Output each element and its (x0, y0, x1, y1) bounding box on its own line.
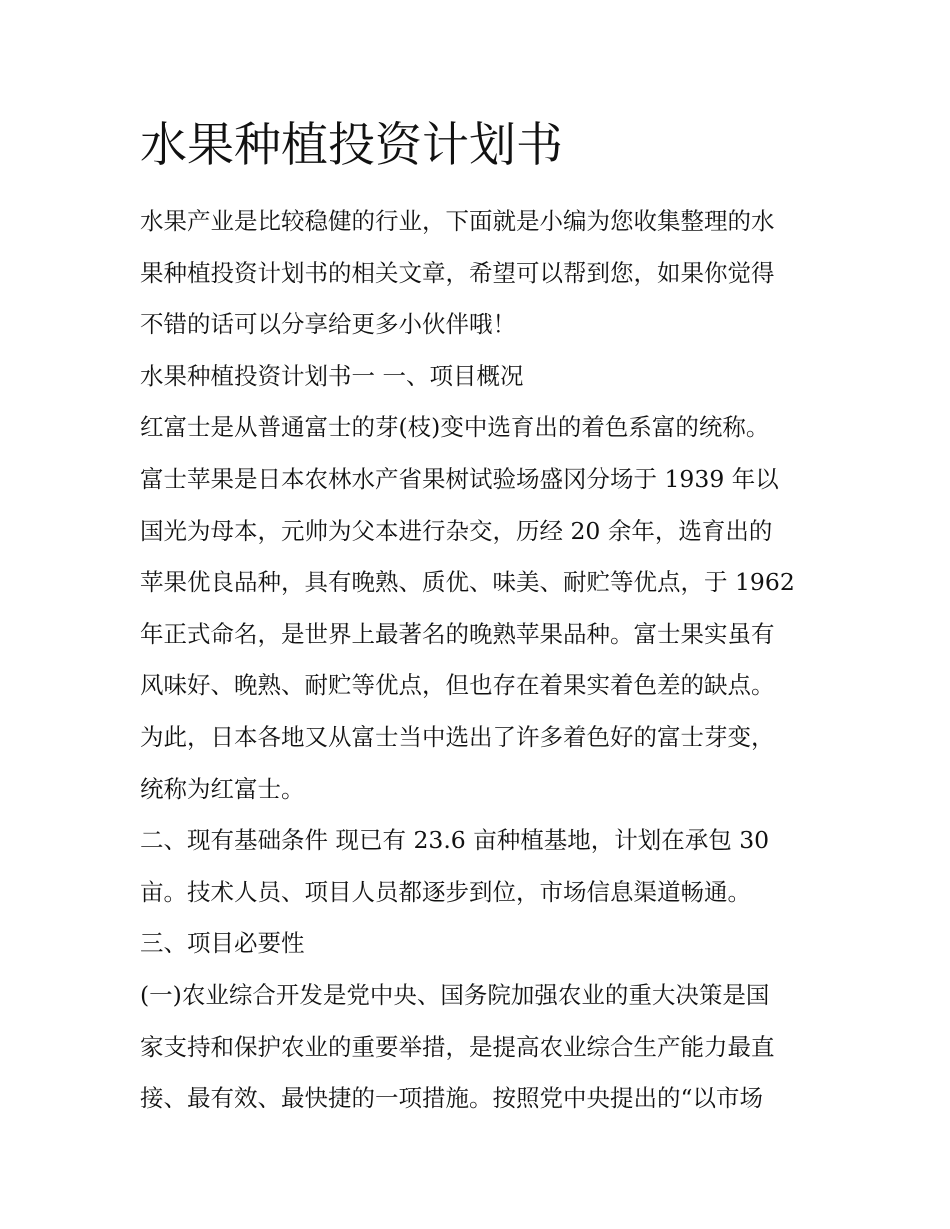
text-line: (一)农业综合开发是党中央、国务院加强农业的重大决策是国 (140, 980, 770, 1009)
text-line: 水果产业是比较稳健的行业，下面就是小编为您收集整理的水 (140, 207, 775, 235)
text-line: 不错的话可以分享给更多小伙伴哦！ (140, 310, 516, 339)
text-line: 苹果优良品种，具有晚熟、质优、味美、耐贮等优点，于 1962 (140, 568, 795, 597)
text-line: 接、最有效、最快捷的一项措施。按照党中央提出的“以市场 (140, 1084, 764, 1113)
text-line: 国光为母本，元帅为父本进行杂交，历经 20 余年，选育出的 (140, 516, 773, 545)
text-line: 年正式命名，是世界上最著名的晚熟苹果品种。富士果实虽有 (140, 619, 775, 648)
text-line: 果种植投资计划书的相关文章，希望可以帮到您，如果你觉得 (140, 258, 775, 287)
text-line: 家支持和保护农业的重要举措，是提高农业综合生产能力最直 (140, 1032, 775, 1061)
text-line: 红富士是从普通富士的芽(枝)变中选育出的着色系富的统称。 (140, 413, 770, 442)
text-line: 风味好、晚熟、耐贮等优点，但也存在着果实着色差的缺点。 (140, 671, 775, 700)
text-line: 统称为红富士。 (140, 774, 305, 803)
section-heading: 三、项目必要性 (140, 929, 305, 958)
text-line: 为此，日本各地又从富士当中选出了许多着色好的富士芽变， (140, 722, 775, 751)
document-body (140, 196, 830, 1125)
section-heading: 水果种植投资计划书一 一、项目概况 (140, 361, 524, 390)
section-heading: 二、现有基础条件 现已有 23.6 亩种植基地，计划在承包 30 (140, 826, 770, 855)
document-title: 水果种植投资计划书 (140, 118, 563, 173)
text-line: 富士苹果是日本农林水产省果树试验场盛冈分场于 1939 年以 (140, 464, 779, 493)
text-line: 亩。技术人员、项目人员都逐步到位，市场信息渠道畅通。 (140, 877, 751, 906)
